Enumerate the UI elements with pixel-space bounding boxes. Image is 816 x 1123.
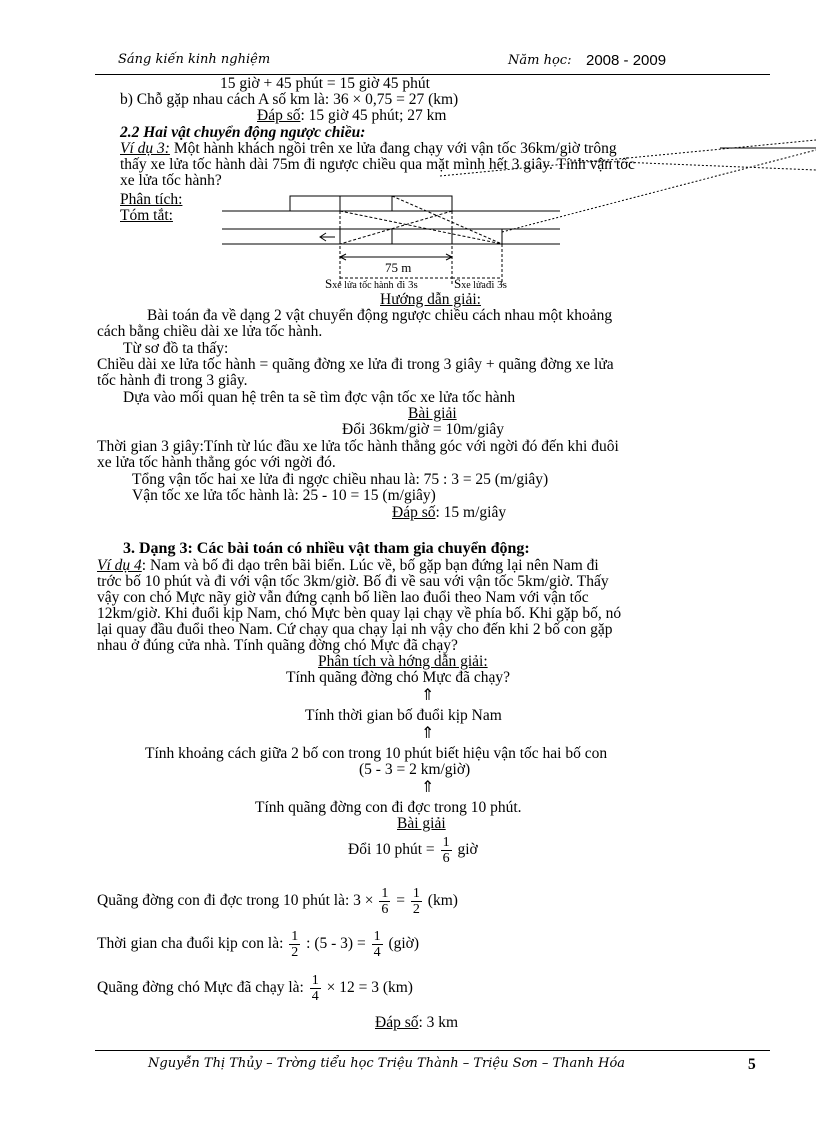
step-text: Tính quãng đờng con đi đợc trong 10 phút.: [255, 799, 522, 816]
answer-label: Đáp số: [392, 504, 436, 521]
equation-line: Quãng đờng con đi đợc trong 10 phút là: 3 × $\frac{1}{6}$ = $\frac{1}{2}$ (km): [97, 886, 458, 917]
solution-title: Bài giải: [397, 815, 446, 832]
page-number: 5: [748, 1056, 756, 1073]
answer-label: Đáp số: [375, 1014, 419, 1031]
header-left: Sáng kiến kinh nghiệm: [118, 52, 271, 67]
analysis-label: Phân tích:: [120, 191, 183, 208]
text-line: Thời gian 3 giây:Tính từ lúc đầu xe lửa tốc hành thẳng góc với ngời đó đến khi đuôi: [97, 438, 619, 455]
guide-title: Hướng dẫn giải:: [380, 291, 481, 308]
fraction: $\frac{1}{6}$: [442, 835, 450, 866]
text-line: Đổi 36km/giờ = 10m/giây: [342, 421, 505, 438]
text-line: vậy con chó Mực nãy giờ vẫn đứng cạnh bố liền lao đuổi theo Nam với vận tốc: [97, 589, 589, 606]
text-line: Vận tốc xe lửa tốc hành là: 25 - 10 = 15 (m/giây): [132, 487, 436, 504]
section-title: 2.2 Hai vật chuyển động ngược chiều:: [120, 124, 366, 141]
text-line: 12km/giờ. Khi đuổi kịp Nam, chó Mực bèn quay lại chạy về phía bố. Khi gặp bố, nó: [97, 605, 622, 622]
fraction: $\frac{1}{2}$: [412, 886, 420, 917]
text-line: cách bằng chiều dài xe lửa tốc hành.: [97, 323, 323, 340]
header-year: 2008 - 2009: [586, 52, 667, 69]
text-line: trớc bố 10 phút và đi với vận tốc 3km/giờ. Bố đi về sau với vận tốc 5km/giờ. Thấy: [97, 573, 609, 590]
step-text: Tính thời gian bố đuổi kịp Nam: [305, 707, 502, 724]
up-arrow-icon: ⇑: [421, 779, 435, 796]
text-line: Tổng vận tốc hai xe lửa đi ngợc chiều nhau là: 75 : 3 = 25 (m/giây): [132, 471, 549, 488]
example-line: [97, 557, 599, 574]
equation-line: Quãng đờng chó Mực đã chạy là: $\frac{1}{4}$ × 12 = 3 (km): [97, 973, 413, 1004]
text-line: xe lửa tốc hành thẳng góc với ngời đó.: [97, 454, 336, 471]
train-diagram: [0, 0, 816, 300]
fraction: $\frac{1}{6}$: [381, 886, 389, 917]
text-line: lại quay đầu đuổi theo Nam. Cứ chạy qua chạy lại nh vậy cho đến khi 2 bố con gặp: [97, 621, 613, 638]
example-text: Một hành khách ngồi trên xe lửa đang chạy với vận tốc 36km/giờ trông: [169, 140, 617, 157]
text-line: Bài toán đa về dạng 2 vật chuyển động ngược chiều cách nhau một khoảng: [147, 307, 613, 324]
step-text: Tính khoảng cách giữa 2 bố con trong 10 phút biết hiệu vận tốc hai bố con: [145, 745, 608, 762]
answer-line: [392, 504, 506, 521]
answer-line: [375, 1014, 458, 1031]
answer-value: : 15 m/giây: [435, 504, 507, 521]
text-line: xe lửa tốc hành?: [120, 172, 222, 189]
section-title: 3. Dạng 3: Các bài toán có nhiều vật tham gia chuyển động:: [123, 540, 530, 557]
answer-value: : 15 giờ 45 phút; 27 km: [300, 107, 447, 124]
answer-label: Đáp số: [257, 107, 301, 124]
text-line: b) Chỗ gặp nhau cách A số km là: 36 × 0,75 = 27 (km): [120, 91, 459, 108]
up-arrow-icon: ⇑: [421, 725, 435, 742]
solution-title: Bài giải: [408, 405, 457, 422]
equation-line: Thời gian cha đuổi kịp con là: $\frac{1}{2}$ : (5 - 3) = $\frac{1}{4}$ (giờ): [97, 929, 420, 960]
local-train: [290, 196, 452, 211]
header-year-label: Năm học:: [508, 53, 572, 68]
example-label: Ví dụ 3:: [120, 140, 170, 157]
text-line: 15 giờ + 45 phút = 15 giờ 45 phút: [220, 75, 430, 92]
express-distance-label: Sxe lửa tốc hành đi 3s: [325, 276, 418, 291]
footer-rule: [95, 1050, 770, 1051]
local-distance-label: Sxe lửađi 3s: [454, 276, 507, 291]
fraction: $\frac{1}{4}$: [373, 929, 381, 960]
footer-author: Nguyễn Thị Thủy – Trờng tiểu học Triệu Thành – Triệu Sơn – Thanh Hóa: [148, 1056, 626, 1071]
step-text: Tính quãng đờng chó Mực đã chạy?: [286, 669, 511, 686]
text-line: thấy xe lửa tốc hành dài 75m đi ngược chiều qua mặt mình hết 3 giây. Tính vận tốc: [120, 156, 635, 173]
text-line: Chiều dài xe lửa tốc hành = quãng đờng xe lửa đi trong 3 giây + quãng đờng xe lửa: [97, 356, 614, 373]
text-line: Dựa vào mối quan hệ trên ta sẽ tìm đợc vận tốc xe lửa tốc hành: [123, 389, 516, 406]
callout-line: [440, 140, 816, 176]
answer-value: : 3 km: [418, 1014, 459, 1031]
step-text: (5 - 3 = 2 km/giờ): [359, 761, 471, 778]
text-line: tốc hành đi trong 3 giây.: [97, 372, 248, 389]
distance-label: 75 m: [385, 260, 412, 275]
example-label: Ví dụ 4: [97, 557, 142, 574]
equation-line: Đổi 10 phút = $\frac{1}{6}$ giờ: [348, 835, 478, 866]
text-line: nhau ở đúng cửa nhà. Tính quãng đờng chó Mực đã chạy?: [97, 637, 458, 654]
example-text: : Nam và bố đi dạo trên bãi biển. Lúc về, bố gặp bạn đứng lại nên Nam đi: [141, 557, 599, 574]
analysis-title: Phân tích và hớng dẫn giải:: [318, 653, 488, 670]
fraction: $\frac{1}{4}$: [311, 973, 319, 1004]
summary-label: Tóm tắt:: [120, 207, 173, 224]
text-line: Từ sơ đồ ta thấy:: [123, 340, 229, 357]
up-arrow-icon: ⇑: [421, 687, 435, 704]
fraction: $\frac{1}{2}$: [291, 929, 299, 960]
